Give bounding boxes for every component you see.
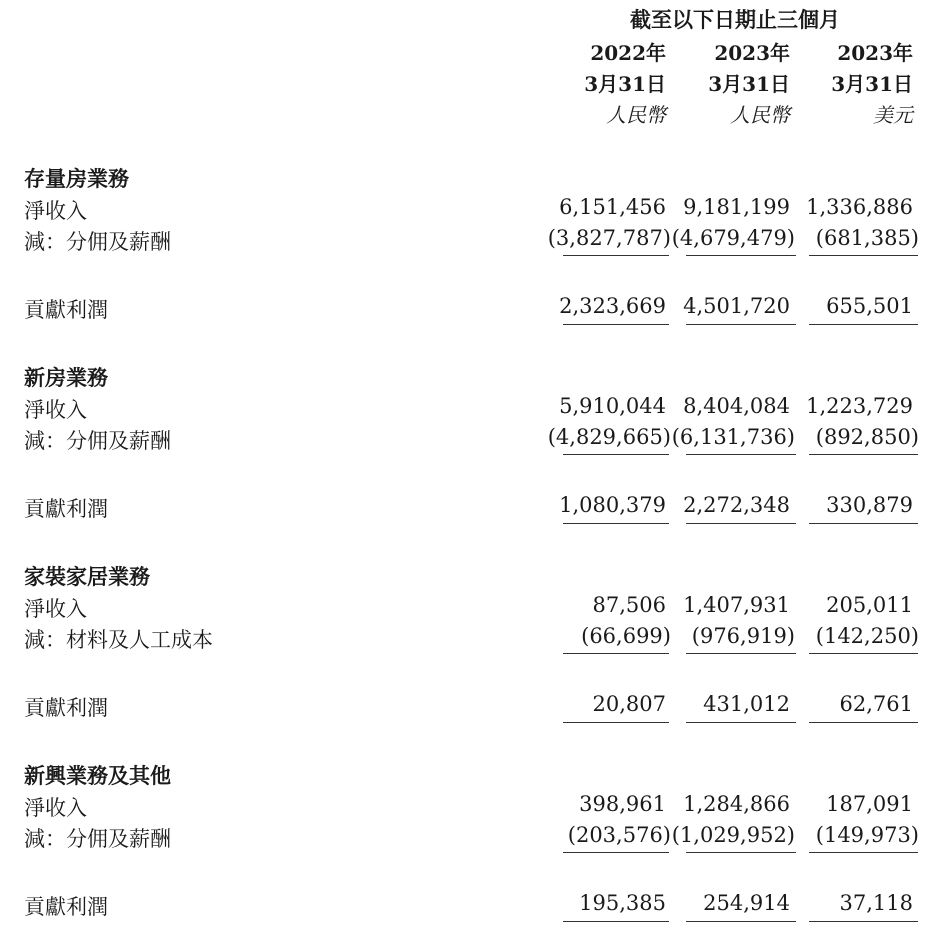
col1-date: 3月31日	[584, 72, 666, 96]
contribution-value: 2,272,348	[683, 493, 790, 517]
net-revenue-value: 9,181,199	[683, 195, 790, 219]
subtotal-rule	[809, 852, 918, 853]
net-revenue-label: 淨收入	[24, 796, 87, 820]
net-revenue-value: 87,506	[592, 593, 666, 617]
net-revenue-value: 1,407,931	[683, 593, 790, 617]
col3-date: 3月31日	[831, 72, 913, 96]
total-rule	[563, 921, 669, 922]
subtotal-rule	[686, 653, 796, 654]
section-title: 家裝家居業務	[24, 564, 150, 589]
cost-value: (6,131,736)	[671, 425, 795, 449]
net-revenue-value: 1,336,886	[806, 195, 913, 219]
cost-value: (142,250)	[815, 624, 919, 648]
total-rule	[809, 523, 918, 524]
cost-value: (892,850)	[815, 425, 919, 449]
subtotal-rule	[563, 454, 669, 455]
contribution-value: 431,012	[703, 692, 790, 716]
col2-year: 2023年	[714, 41, 790, 65]
total-rule	[809, 722, 918, 723]
cost-value: (4,679,479)	[671, 226, 795, 250]
subtotal-rule	[563, 255, 669, 256]
subtotal-rule	[809, 653, 918, 654]
col3-year: 2023年	[837, 41, 913, 65]
section-title: 新房業務	[24, 365, 108, 390]
contribution-value: 655,501	[826, 294, 913, 318]
contribution-value: 20,807	[592, 692, 666, 716]
cost-value: (3,827,787)	[547, 226, 671, 250]
contribution-value: 62,761	[839, 692, 913, 716]
subtotal-rule	[563, 653, 669, 654]
contribution-value: 37,118	[839, 891, 913, 915]
cost-value: (149,973)	[815, 823, 919, 847]
col2-currency: 人民幣	[730, 103, 790, 127]
contribution-label: 貢獻利潤	[24, 298, 108, 322]
total-rule	[686, 324, 796, 325]
subtotal-rule	[809, 255, 918, 256]
net-revenue-value: 187,091	[826, 792, 913, 816]
col3-currency: 美元	[873, 103, 913, 127]
contribution-label: 貢獻利潤	[24, 696, 108, 720]
net-revenue-value: 205,011	[826, 593, 913, 617]
total-rule	[686, 722, 796, 723]
cost-value: (203,576)	[567, 823, 671, 847]
net-revenue-value: 6,151,456	[559, 195, 666, 219]
col1-year: 2022年	[590, 41, 666, 65]
cost-label: 減：分佣及薪酬	[24, 827, 171, 851]
total-rule	[563, 722, 669, 723]
net-revenue-value: 8,404,084	[683, 394, 790, 418]
net-revenue-label: 淨收入	[24, 199, 87, 223]
cost-label: 減：分佣及薪酬	[24, 429, 171, 453]
net-revenue-value: 5,910,044	[559, 394, 666, 418]
cost-value: (66,699)	[581, 624, 671, 648]
total-rule	[563, 324, 669, 325]
subtotal-rule	[809, 454, 918, 455]
period-heading: 截至以下日期止三個月	[630, 7, 840, 32]
total-rule	[686, 921, 796, 922]
net-revenue-label: 淨收入	[24, 597, 87, 621]
contribution-value: 4,501,720	[683, 294, 790, 318]
subtotal-rule	[686, 255, 796, 256]
subtotal-rule	[686, 454, 796, 455]
col1-currency: 人民幣	[606, 103, 666, 127]
net-revenue-value: 398,961	[579, 792, 666, 816]
cost-value: (4,829,665)	[547, 425, 671, 449]
net-revenue-label: 淨收入	[24, 398, 87, 422]
cost-label: 減：分佣及薪酬	[24, 230, 171, 254]
cost-label: 減：材料及人工成本	[24, 628, 213, 652]
cost-value: (681,385)	[815, 226, 919, 250]
contribution-label: 貢獻利潤	[24, 497, 108, 521]
section-title: 存量房業務	[24, 166, 129, 191]
section-title: 新興業務及其他	[24, 763, 171, 788]
subtotal-rule	[563, 852, 669, 853]
contribution-value: 254,914	[703, 891, 790, 915]
contribution-value: 195,385	[579, 891, 666, 915]
contribution-value: 330,879	[826, 493, 913, 517]
contribution-value: 2,323,669	[559, 294, 666, 318]
subtotal-rule	[686, 852, 796, 853]
cost-value: (1,029,952)	[671, 823, 795, 847]
total-rule	[809, 324, 918, 325]
net-revenue-value: 1,284,866	[683, 792, 790, 816]
net-revenue-value: 1,223,729	[806, 394, 913, 418]
contribution-label: 貢獻利潤	[24, 895, 108, 919]
total-rule	[563, 523, 669, 524]
cost-value: (976,919)	[691, 624, 795, 648]
total-rule	[686, 523, 796, 524]
total-rule	[809, 921, 918, 922]
contribution-value: 1,080,379	[559, 493, 666, 517]
col2-date: 3月31日	[708, 72, 790, 96]
